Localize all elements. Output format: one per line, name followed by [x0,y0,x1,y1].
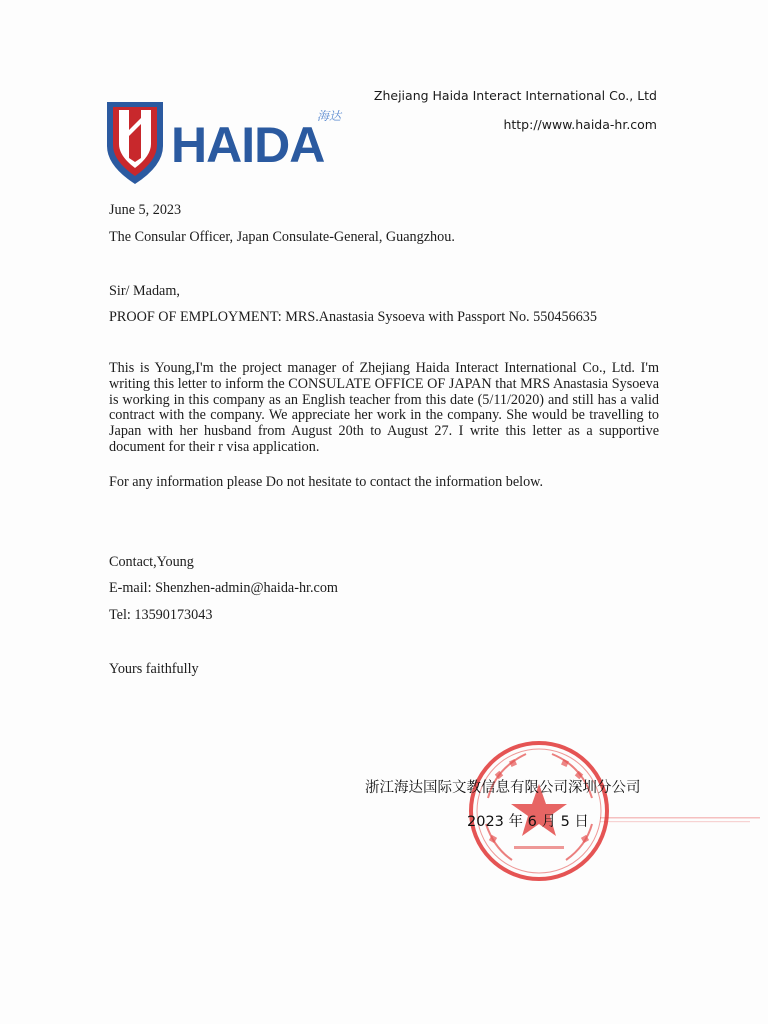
haida-logo [105,96,355,188]
letter-body: This is Young,I'm the project manager of Zhejiang Haida Interact International Co., Ltd. I'm writing this letter to inform the CONSULATE OFFICE OF JAPAN that MRS Anastasia Sysoeva is working in this company as an English teacher from this date (5/11/2020) and still has a valid contract with the company. We appreciate her work in the company. She would be travelling to Japan with her husband from August 20th to August 27. I write this letter as a supportive document for their r visa application. [109,360,659,455]
closing-note: For any information please Do not hesitate to contact the information below. [109,474,544,490]
company-name: Zhejiang Haida Interact International Co., Ltd [373,88,657,103]
letter-subject: PROOF OF EMPLOYMENT: MRS.Anastasia Sysoeva with Passport No. 550456635 [109,309,597,325]
signature-company-chinese: 浙江海达国际文教信息有限公司深圳分公司 [365,780,641,796]
signature-date-chinese: 2023 年 6 月 5 日 [467,814,589,830]
contact-phone: Tel: 13590173043 [109,607,213,623]
contact-name: Contact,Young [109,554,194,570]
company-website: http://www.haida-hr.com [503,117,657,132]
contact-email: E-mail: Shenzhen-admin@haida-hr.com [109,580,338,596]
letter-date: June 5, 2023 [109,202,182,218]
letter-recipient: The Consular Officer, Japan Consulate-General, Guangzhou. [109,229,455,245]
stamp-bleed-streak [600,816,760,824]
logo-chinese-text: 海达 [317,109,342,123]
salutation: Sir/ Madam, [109,283,180,299]
svg-text:HAIDA: HAIDA [171,117,325,173]
signoff: Yours faithfully [109,661,199,677]
